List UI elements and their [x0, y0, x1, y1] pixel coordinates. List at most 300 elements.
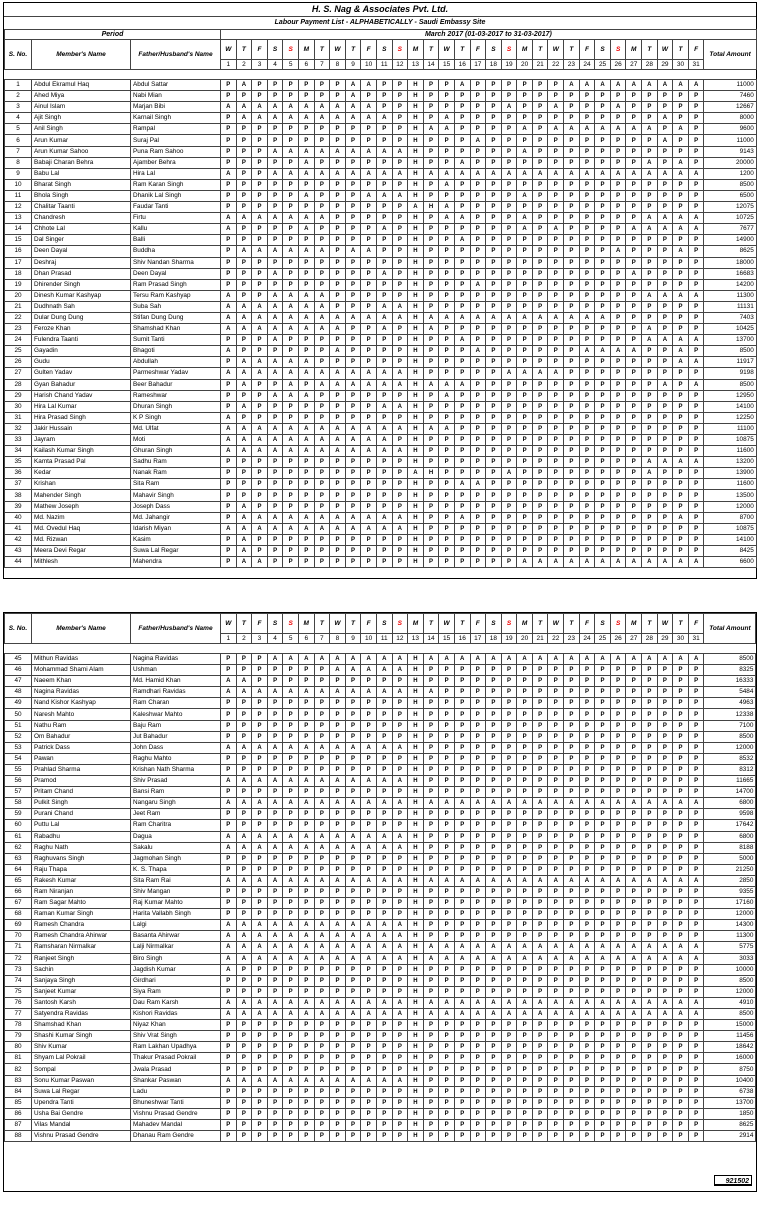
attendance-cell: A [267, 335, 283, 346]
attendance-cell: P [595, 1042, 611, 1053]
attendance-cell: A [595, 875, 611, 886]
attendance-cell: P [236, 168, 252, 179]
father-name: Shamshad Khan [131, 324, 221, 335]
attendance-cell: P [595, 157, 611, 168]
row-total: 15000 [704, 1020, 756, 1031]
attendance-cell: P [501, 401, 517, 412]
attendance-cell: P [688, 179, 704, 190]
attendance-cell: A [626, 953, 642, 964]
attendance-cell: P [392, 853, 408, 864]
attendance-cell: A [252, 875, 268, 886]
attendance-cell: P [298, 1097, 314, 1108]
table-row [5, 401, 757, 412]
attendance-cell: P [330, 753, 346, 764]
attendance-cell: P [673, 312, 689, 323]
attendance-cell: P [267, 1042, 283, 1053]
attendance-cell: P [486, 909, 502, 920]
attendance-cell: A [673, 124, 689, 135]
attendance-cell: P [298, 202, 314, 213]
attendance-cell: P [345, 1042, 361, 1053]
serial-number: 57 [5, 787, 32, 798]
attendance-cell: A [361, 654, 377, 665]
attendance-cell: P [454, 842, 470, 853]
attendance-cell: A [283, 1075, 299, 1086]
attendance-cell: P [298, 709, 314, 720]
attendance-cell: P [548, 157, 564, 168]
attendance-cell: A [579, 124, 595, 135]
weekday-header: F [688, 40, 704, 60]
attendance-cell: P [517, 886, 533, 897]
attendance-cell: A [236, 379, 252, 390]
attendance-cell: P [501, 886, 517, 897]
attendance-cell: P [252, 179, 268, 190]
attendance-cell: A [454, 479, 470, 490]
table-row [5, 335, 757, 346]
attendance-cell: P [579, 113, 595, 124]
table-row [5, 479, 757, 490]
attendance-cell: P [673, 720, 689, 731]
attendance-cell: A [298, 512, 314, 523]
table-row [5, 742, 756, 753]
attendance-cell: A [267, 113, 283, 124]
father-name: Parmeshwar Yadav [131, 368, 221, 379]
date-header: 15 [439, 634, 455, 644]
father-name: Suba Sah [131, 301, 221, 312]
attendance-cell: P [564, 213, 580, 224]
attendance-cell: P [330, 709, 346, 720]
attendance-cell: P [298, 91, 314, 102]
date-header: 5 [283, 634, 299, 644]
attendance-cell: A [595, 168, 611, 179]
attendance-cell: P [454, 490, 470, 501]
attendance-cell: H [408, 501, 424, 512]
member-name: Md. Nazim [32, 512, 131, 523]
attendance-cell: P [298, 457, 314, 468]
attendance-cell: P [283, 490, 299, 501]
attendance-cell: P [486, 853, 502, 864]
attendance-cell: A [548, 1009, 564, 1020]
table-row [5, 665, 756, 676]
attendance-cell: A [267, 168, 283, 179]
attendance-cell: A [376, 875, 392, 886]
attendance-cell: P [298, 820, 314, 831]
attendance-cell: P [376, 534, 392, 545]
father-name: Karnail Singh [131, 113, 221, 124]
attendance-cell: P [314, 853, 330, 864]
attendance-cell: P [314, 479, 330, 490]
attendance-cell: A [345, 312, 361, 323]
attendance-cell: P [283, 864, 299, 875]
total-header: Total Amount [704, 40, 756, 70]
member-name: Arun Kumar Sahoo [32, 146, 131, 157]
serial-number: 35 [5, 457, 32, 468]
father-name: Harita Vallabh Singh [131, 909, 221, 920]
attendance-cell: P [345, 202, 361, 213]
father-name: Md. Jahangir [131, 512, 221, 523]
attendance-cell: P [252, 709, 268, 720]
attendance-cell: P [642, 731, 658, 742]
attendance-cell: P [657, 720, 673, 731]
attendance-cell: A [486, 875, 502, 886]
father-name: Shankar Paswan [131, 1075, 221, 1086]
attendance-cell: P [236, 290, 252, 301]
attendance-cell: P [423, 809, 439, 820]
serial-number: 87 [5, 1119, 32, 1130]
attendance-cell: P [345, 501, 361, 512]
attendance-cell: P [642, 1020, 658, 1031]
attendance-cell: P [361, 257, 377, 268]
attendance-cell: P [439, 224, 455, 235]
attendance-cell: A [330, 654, 346, 665]
attendance-cell: P [361, 709, 377, 720]
attendance-cell: P [548, 1108, 564, 1119]
attendance-cell: P [595, 764, 611, 775]
attendance-cell: A [517, 942, 533, 953]
attendance-cell: P [610, 457, 626, 468]
attendance-cell: P [486, 1131, 502, 1142]
father-name: Basanta Ahirwar [131, 931, 221, 942]
attendance-cell: A [454, 875, 470, 886]
attendance-cell: H [423, 202, 439, 213]
attendance-cell: P [267, 479, 283, 490]
attendance-cell: P [361, 490, 377, 501]
attendance-cell: P [595, 523, 611, 534]
attendance-cell: P [610, 190, 626, 201]
attendance-cell: A [376, 113, 392, 124]
attendance-cell: P [283, 1042, 299, 1053]
attendance-cell: A [330, 665, 346, 676]
weekday-header: F [252, 614, 268, 634]
attendance-cell: P [517, 412, 533, 423]
attendance-cell: P [579, 1097, 595, 1108]
attendance-cell: A [548, 102, 564, 113]
attendance-cell: P [423, 964, 439, 975]
attendance-cell: H [408, 831, 424, 842]
attendance-cell: P [298, 853, 314, 864]
attendance-cell: A [610, 953, 626, 964]
father-name: Rampal [131, 124, 221, 135]
attendance-cell: H [408, 953, 424, 964]
attendance-cell: P [392, 1097, 408, 1108]
table-row [5, 80, 757, 91]
member-name: Ainul Islam [32, 102, 131, 113]
attendance-cell: P [564, 91, 580, 102]
attendance-cell: P [470, 423, 486, 434]
attendance-cell: P [579, 135, 595, 146]
attendance-cell: A [626, 798, 642, 809]
attendance-cell: P [626, 312, 642, 323]
attendance-cell: P [486, 257, 502, 268]
attendance-cell: A [564, 654, 580, 665]
attendance-cell: H [408, 446, 424, 457]
attendance-cell: P [439, 490, 455, 501]
father-name: Stifan Dung Dung [131, 312, 221, 323]
attendance-cell: A [439, 654, 455, 665]
father-name: Abdul Sattar [131, 80, 221, 91]
attendance-cell: P [376, 235, 392, 246]
attendance-cell: P [221, 909, 237, 920]
attendance-cell: P [501, 479, 517, 490]
attendance-cell: P [330, 731, 346, 742]
attendance-cell: P [688, 1097, 704, 1108]
attendance-cell: A [345, 776, 361, 787]
attendance-cell: P [470, 146, 486, 157]
attendance-cell: A [283, 390, 299, 401]
attendance-cell: A [376, 523, 392, 534]
attendance-cell: A [532, 1009, 548, 1020]
attendance-cell: P [486, 268, 502, 279]
attendance-cell: A [361, 146, 377, 157]
attendance-cell: P [626, 776, 642, 787]
attendance-cell: A [345, 246, 361, 257]
attendance-cell: A [252, 423, 268, 434]
attendance-cell: A [548, 875, 564, 886]
attendance-cell: A [688, 168, 704, 179]
attendance-cell: P [236, 479, 252, 490]
attendance-cell: P [361, 213, 377, 224]
attendance-cell: A [314, 512, 330, 523]
attendance-cell: P [579, 301, 595, 312]
attendance-cell: P [532, 534, 548, 545]
attendance-cell: P [595, 113, 611, 124]
row-total: 17160 [704, 898, 756, 909]
attendance-cell: A [298, 390, 314, 401]
serial-number: 2 [5, 91, 32, 102]
serial-number: 40 [5, 512, 32, 523]
attendance-cell: H [408, 1108, 424, 1119]
member-name: Purani Chand [32, 809, 131, 820]
attendance-cell: P [610, 91, 626, 102]
attendance-cell: P [517, 753, 533, 764]
attendance-cell: P [642, 1064, 658, 1075]
attendance-cell: A [361, 665, 377, 676]
weekday-header: T [236, 614, 252, 634]
attendance-cell: P [392, 731, 408, 742]
attendance-cell: A [376, 224, 392, 235]
father-name: Balli [131, 235, 221, 246]
attendance-cell: P [392, 435, 408, 446]
father-name: Girdhari [131, 975, 221, 986]
attendance-cell: P [283, 1020, 299, 1031]
attendance-cell: P [673, 202, 689, 213]
attendance-cell: A [330, 146, 346, 157]
attendance-cell: A [642, 124, 658, 135]
attendance-cell: P [610, 665, 626, 676]
attendance-cell: P [392, 124, 408, 135]
attendance-cell: P [532, 1042, 548, 1053]
attendance-cell: A [221, 290, 237, 301]
attendance-cell: A [532, 168, 548, 179]
attendance-cell: P [673, 709, 689, 720]
attendance-cell: P [564, 809, 580, 820]
table-row [5, 312, 757, 323]
attendance-cell: P [423, 1131, 439, 1142]
attendance-cell: A [345, 512, 361, 523]
attendance-cell: P [486, 964, 502, 975]
attendance-cell: P [345, 190, 361, 201]
attendance-cell: P [595, 479, 611, 490]
attendance-cell: P [470, 698, 486, 709]
row-total: 8532 [704, 753, 756, 764]
attendance-cell: A [439, 953, 455, 964]
attendance-cell: P [673, 864, 689, 875]
weekday-header: M [517, 614, 533, 634]
attendance-cell: P [221, 235, 237, 246]
date-header: 10 [361, 634, 377, 644]
attendance-cell: P [548, 1075, 564, 1086]
attendance-cell: P [595, 753, 611, 764]
attendance-cell: P [236, 1086, 252, 1097]
attendance-cell: P [657, 545, 673, 556]
attendance-cell: P [267, 709, 283, 720]
attendance-cell: P [470, 665, 486, 676]
attendance-cell: P [626, 853, 642, 864]
attendance-cell: P [532, 1053, 548, 1064]
member-name: Jayram [32, 435, 131, 446]
attendance-cell: P [642, 676, 658, 687]
serial-number: 29 [5, 390, 32, 401]
table-row [5, 687, 756, 698]
attendance-cell: P [532, 709, 548, 720]
attendance-cell: A [330, 1075, 346, 1086]
attendance-cell: P [501, 390, 517, 401]
attendance-cell: P [267, 809, 283, 820]
member-name: Chandresh [32, 213, 131, 224]
attendance-cell: P [532, 357, 548, 368]
attendance-cell: P [298, 986, 314, 997]
row-total: 6800 [704, 831, 756, 842]
attendance-cell: A [221, 1075, 237, 1086]
attendance-cell: P [564, 246, 580, 257]
attendance-cell: P [657, 346, 673, 357]
attendance-cell: A [314, 324, 330, 335]
attendance-cell: P [501, 446, 517, 457]
attendance-cell: A [252, 246, 268, 257]
attendance-cell: P [221, 124, 237, 135]
member-name: Gudu [32, 357, 131, 368]
table-row [5, 279, 757, 290]
attendance-cell: H [408, 753, 424, 764]
attendance-cell: P [626, 787, 642, 798]
attendance-cell: P [517, 423, 533, 434]
serial-number: 22 [5, 312, 32, 323]
attendance-cell: A [298, 875, 314, 886]
attendance-cell: P [579, 534, 595, 545]
attendance-cell: P [610, 1020, 626, 1031]
attendance-cell: P [439, 898, 455, 909]
attendance-cell: A [252, 997, 268, 1008]
weekday-header: S [376, 614, 392, 634]
attendance-cell: P [439, 809, 455, 820]
attendance-cell: P [267, 698, 283, 709]
member-name: Sachin [32, 964, 131, 975]
attendance-cell: H [408, 146, 424, 157]
attendance-cell: P [345, 479, 361, 490]
attendance-cell: P [564, 202, 580, 213]
attendance-cell: P [314, 787, 330, 798]
attendance-cell: A [579, 997, 595, 1008]
attendance-cell: A [314, 102, 330, 113]
row-total: 14900 [704, 235, 756, 246]
attendance-cell: P [221, 557, 237, 568]
attendance-cell: P [423, 764, 439, 775]
attendance-cell: P [642, 135, 658, 146]
attendance-cell: P [595, 665, 611, 676]
attendance-cell: A [267, 435, 283, 446]
attendance-cell: P [564, 290, 580, 301]
attendance-cell: P [579, 864, 595, 875]
attendance-cell: P [283, 124, 299, 135]
attendance-cell: P [532, 1031, 548, 1042]
attendance-cell: P [517, 390, 533, 401]
attendance-cell: P [564, 1119, 580, 1130]
attendance-cell: P [221, 257, 237, 268]
serial-number: 7 [5, 146, 32, 157]
attendance-cell: P [283, 809, 299, 820]
table-row [5, 875, 756, 886]
attendance-cell: P [548, 202, 564, 213]
attendance-cell: A [392, 776, 408, 787]
attendance-cell: P [501, 676, 517, 687]
attendance-cell: P [454, 909, 470, 920]
attendance-cell: P [642, 190, 658, 201]
attendance-cell: P [532, 731, 548, 742]
attendance-cell: A [361, 379, 377, 390]
attendance-cell: P [532, 964, 548, 975]
father-name: Dau Ram Karsh [131, 997, 221, 1008]
attendance-cell: P [688, 986, 704, 997]
column-header-row [5, 40, 757, 60]
attendance-cell: A [517, 1009, 533, 1020]
attendance-cell: P [657, 676, 673, 687]
table-row [5, 1108, 756, 1119]
attendance-cell: A [657, 213, 673, 224]
attendance-cell: A [454, 312, 470, 323]
attendance-cell: P [470, 357, 486, 368]
attendance-cell: P [610, 390, 626, 401]
row-total: 14100 [704, 401, 756, 412]
attendance-cell: A [314, 301, 330, 312]
attendance-cell: A [236, 557, 252, 568]
attendance-cell: P [330, 91, 346, 102]
attendance-cell: P [454, 102, 470, 113]
attendance-cell: P [283, 698, 299, 709]
father-name: Nangaru Singh [131, 798, 221, 809]
attendance-cell: P [517, 357, 533, 368]
attendance-cell: P [470, 557, 486, 568]
attendance-cell: P [595, 457, 611, 468]
attendance-cell: P [267, 1053, 283, 1064]
attendance-cell: P [252, 853, 268, 864]
attendance-cell: P [470, 80, 486, 91]
attendance-cell: A [673, 290, 689, 301]
attendance-cell: P [454, 224, 470, 235]
attendance-cell: H [408, 290, 424, 301]
attendance-cell: P [423, 1064, 439, 1075]
attendance-cell: P [610, 523, 626, 534]
attendance-cell: P [595, 412, 611, 423]
attendance-cell: P [298, 179, 314, 190]
attendance-cell: A [330, 523, 346, 534]
attendance-cell: P [470, 720, 486, 731]
father-name: Sadhu Ram [131, 457, 221, 468]
attendance-cell: P [532, 809, 548, 820]
serial-number: 49 [5, 698, 32, 709]
attendance-cell: A [454, 654, 470, 665]
attendance-cell: A [439, 997, 455, 1008]
attendance-cell: P [579, 898, 595, 909]
attendance-cell: P [236, 654, 252, 665]
